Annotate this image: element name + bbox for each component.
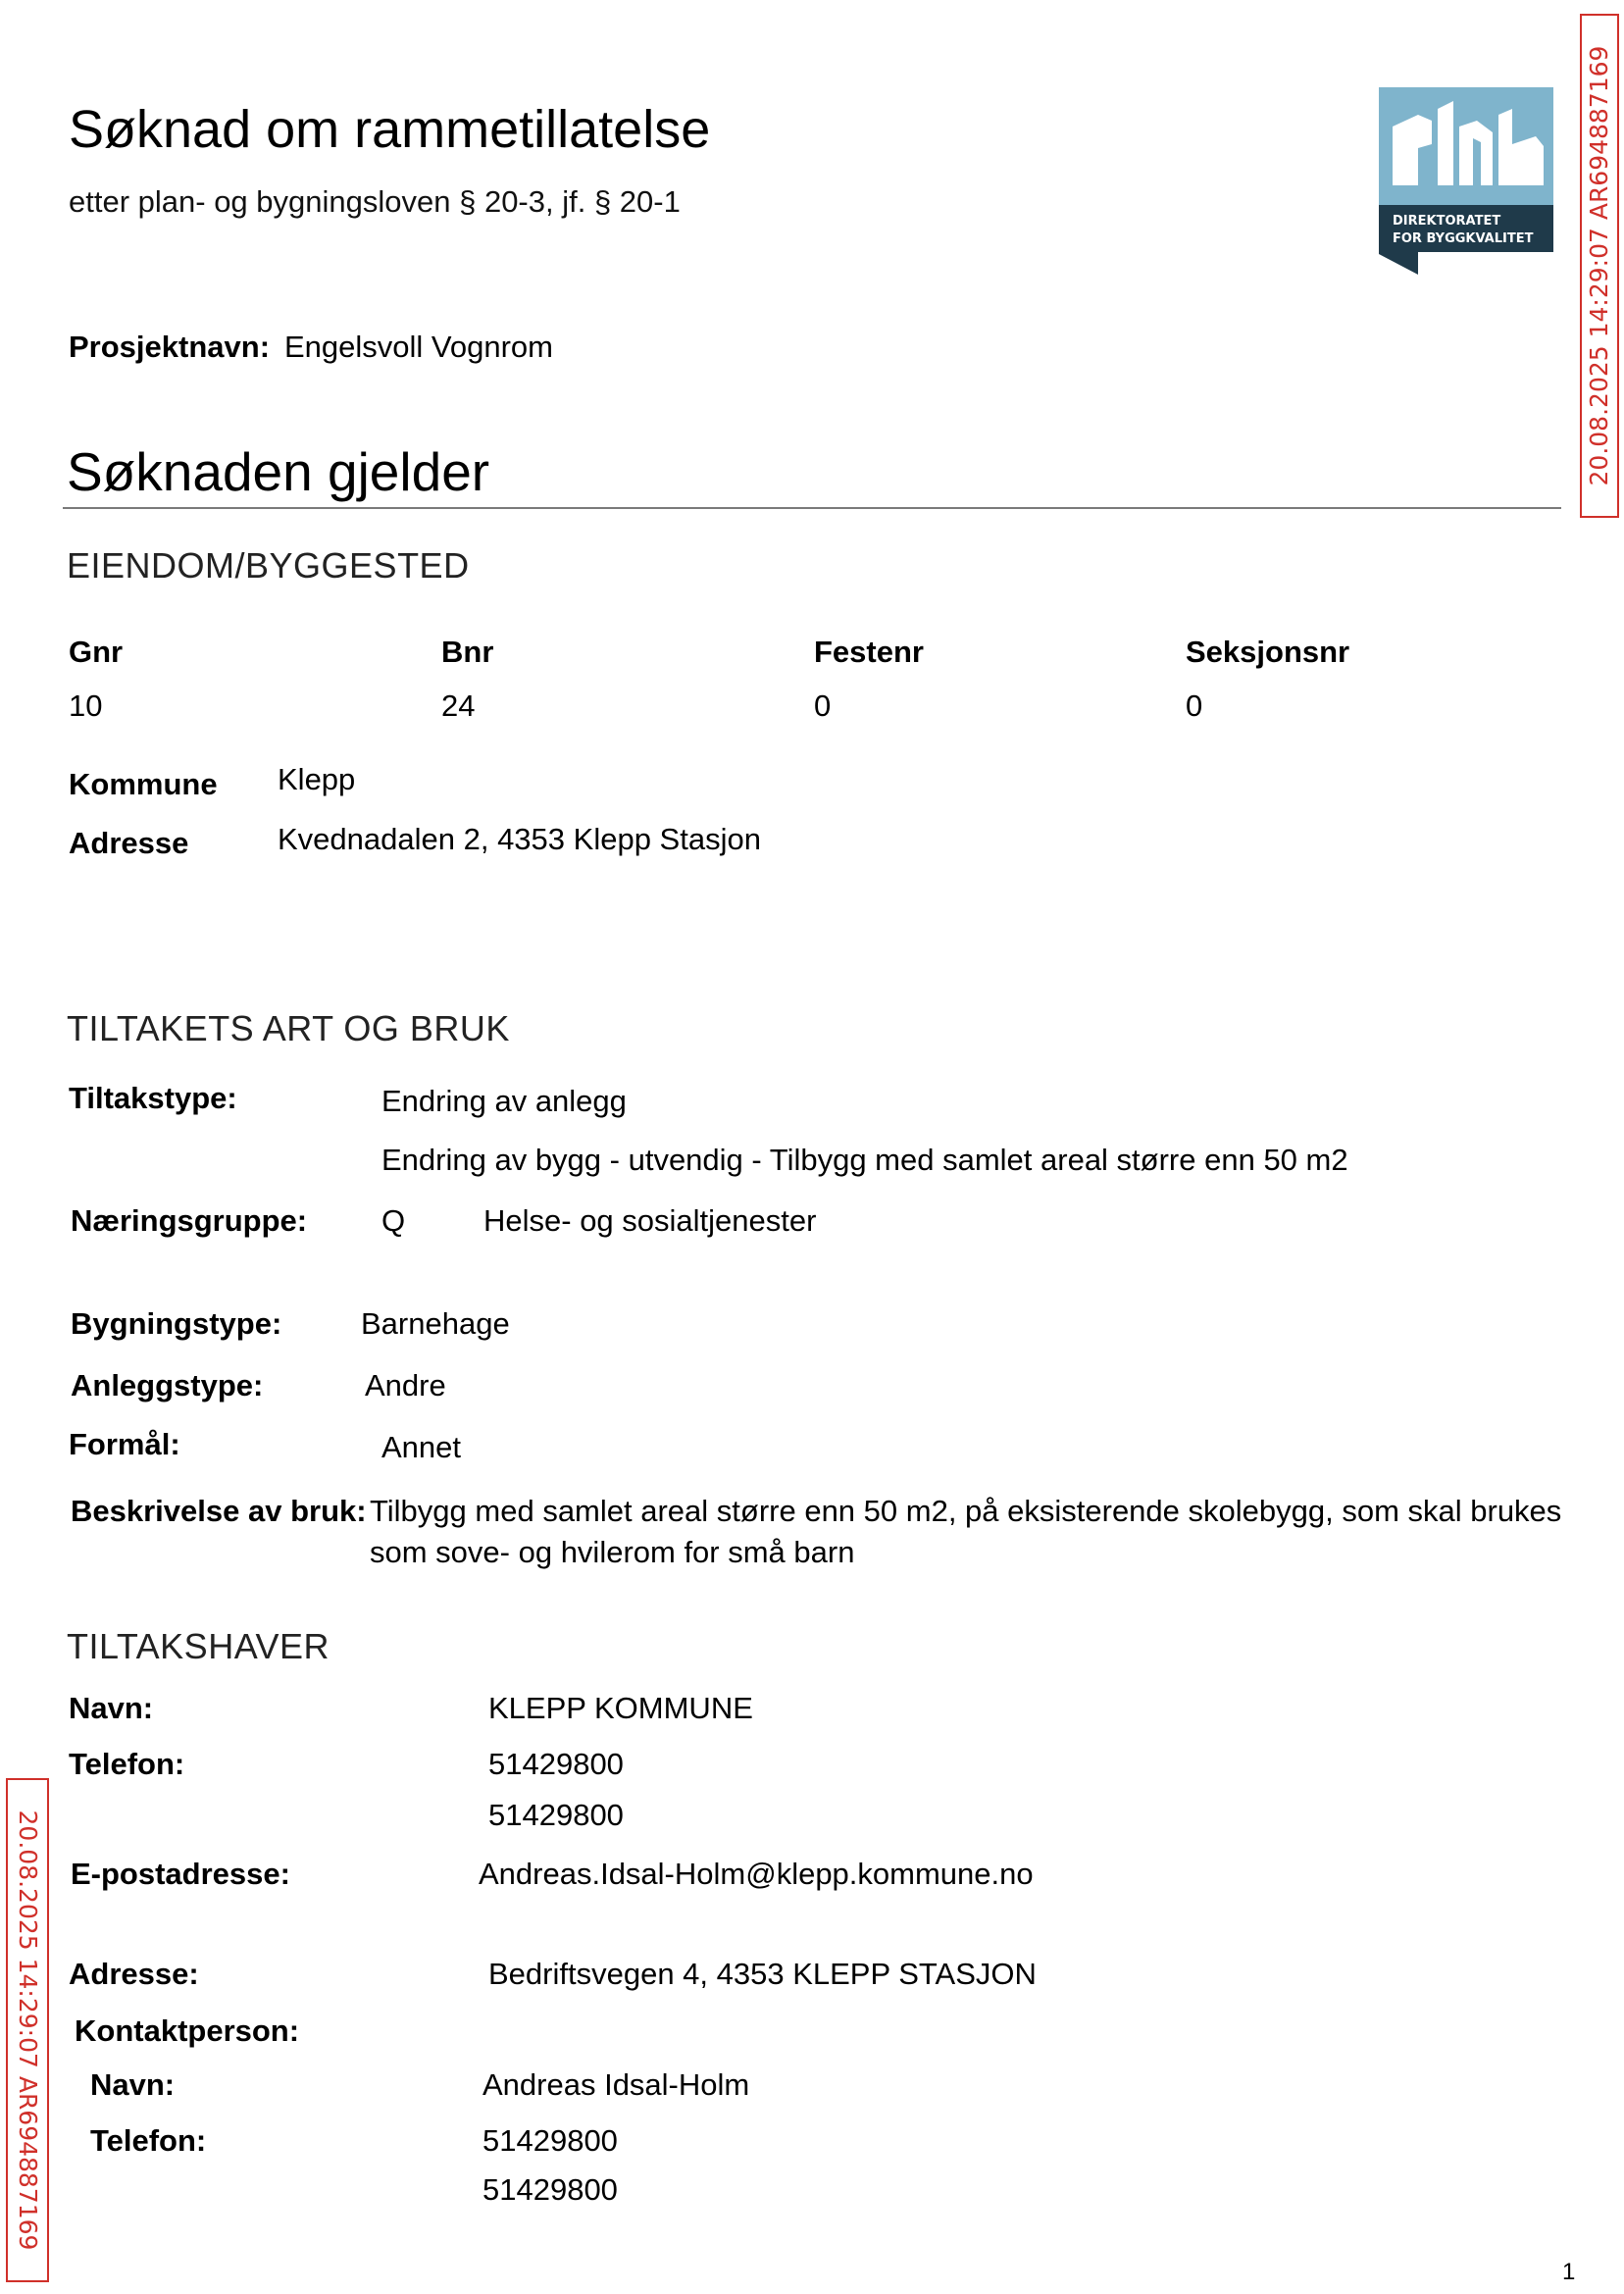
tiltakstype-label: Tiltakstype: xyxy=(69,1081,237,1115)
kommune-value: Klepp xyxy=(278,762,356,796)
page-subtitle: etter plan- og bygningsloven § 20-3, jf. § 20-1 xyxy=(69,184,681,219)
anleggstype-label: Anleggstype: xyxy=(71,1368,264,1402)
timestamp-stamp-top-text: 20.08.2025 14:29:07 AR694887169 xyxy=(1585,45,1613,486)
gnr-value: 10 xyxy=(69,688,103,723)
tiltakstype-value-1: Endring av anlegg xyxy=(381,1084,627,1118)
section-divider xyxy=(63,507,1561,509)
logo-text-line2: FOR BYGGKVALITET xyxy=(1393,231,1534,246)
section-soknaden-gjelder: Søknaden gjelder xyxy=(67,441,490,502)
logo-text-line1: DIREKTORATET xyxy=(1393,214,1501,229)
adresse-value: Kvednadalen 2, 4353 Klepp Stasjon xyxy=(278,822,761,856)
heading-eiendom: EIENDOM/BYGGESTED xyxy=(67,545,470,586)
beskrivelse-value-line2: som sove- og hvilerom for små barn xyxy=(370,1535,855,1569)
page-title: Søknad om rammetillatelse xyxy=(69,100,711,159)
beskrivelse-label: Beskrivelse av bruk: xyxy=(71,1494,367,1528)
tiltakshaver-epost-label: E-postadresse: xyxy=(71,1857,290,1891)
tiltakshaver-telefon-value-2: 51429800 xyxy=(488,1798,624,1832)
kontaktperson-navn-value: Andreas Idsal-Holm xyxy=(482,2067,750,2102)
tiltakstype-value-2: Endring av bygg - utvendig - Tilbygg med samlet areal større enn 50 m2 xyxy=(381,1143,1348,1177)
bygningstype-label: Bygningstype: xyxy=(71,1306,282,1341)
bnr-label: Bnr xyxy=(441,635,494,669)
gnr-label: Gnr xyxy=(69,635,124,669)
tiltakshaver-epost-value: Andreas.Idsal-Holm@klepp.kommune.no xyxy=(479,1857,1034,1891)
heading-tiltakshaver: TILTAKSHAVER xyxy=(67,1626,330,1666)
seksjonsnr-value: 0 xyxy=(1186,688,1203,723)
project-name-label: Prosjektnavn: xyxy=(69,330,271,364)
seksjonsnr-label: Seksjonsnr xyxy=(1186,635,1350,669)
timestamp-stamp-side xyxy=(6,1778,49,2282)
kontaktperson-telefon-value-1: 51429800 xyxy=(482,2123,618,2158)
tiltakshaver-navn-label: Navn: xyxy=(69,1691,154,1725)
naeringsgruppe-name: Helse- og sosialtjenester xyxy=(483,1203,817,1238)
naeringsgruppe-label: Næringsgruppe: xyxy=(71,1203,308,1238)
bnr-value: 24 xyxy=(441,688,476,723)
kontaktperson-telefon-value-2: 51429800 xyxy=(482,2172,618,2207)
tiltakshaver-telefon-label: Telefon: xyxy=(69,1747,185,1781)
heading-tiltakets-art: TILTAKETS ART OG BRUK xyxy=(67,1008,510,1048)
tiltakshaver-adresse-label: Adresse: xyxy=(69,1957,199,1991)
timestamp-stamp-top xyxy=(1580,14,1619,518)
tiltakshaver-adresse-value: Bedriftsvegen 4, 4353 KLEPP STASJON xyxy=(488,1957,1037,1991)
page-number: 1 xyxy=(1562,2259,1576,2285)
beskrivelse-value-line1: Tilbygg med samlet areal større enn 50 m2, på eksisterende skolebygg, som skal brukes xyxy=(370,1494,1562,1528)
kommune-label: Kommune xyxy=(69,767,218,801)
tiltakshaver-navn-value: KLEPP KOMMUNE xyxy=(488,1691,753,1725)
bygningstype-value: Barnehage xyxy=(361,1306,510,1341)
timestamp-stamp-side-text: 20.08.2025 14:29:07 AR694887169 xyxy=(14,1810,42,2251)
anleggstype-value: Andre xyxy=(365,1368,446,1402)
dibk-logo-icon xyxy=(1379,87,1553,275)
naeringsgruppe-code: Q xyxy=(381,1203,406,1238)
project-name-value: Engelsvoll Vognrom xyxy=(284,330,553,364)
adresse-label: Adresse xyxy=(69,826,189,860)
formal-label: Formål: xyxy=(69,1427,180,1461)
tiltakshaver-telefon-value-1: 51429800 xyxy=(488,1747,624,1781)
formal-value: Annet xyxy=(381,1430,462,1464)
kontaktperson-telefon-label: Telefon: xyxy=(90,2123,207,2158)
kontaktperson-navn-label: Navn: xyxy=(90,2067,176,2102)
festenr-label: Festenr xyxy=(814,635,924,669)
kontaktperson-label: Kontaktperson: xyxy=(75,2014,300,2048)
festenr-value: 0 xyxy=(814,688,832,723)
